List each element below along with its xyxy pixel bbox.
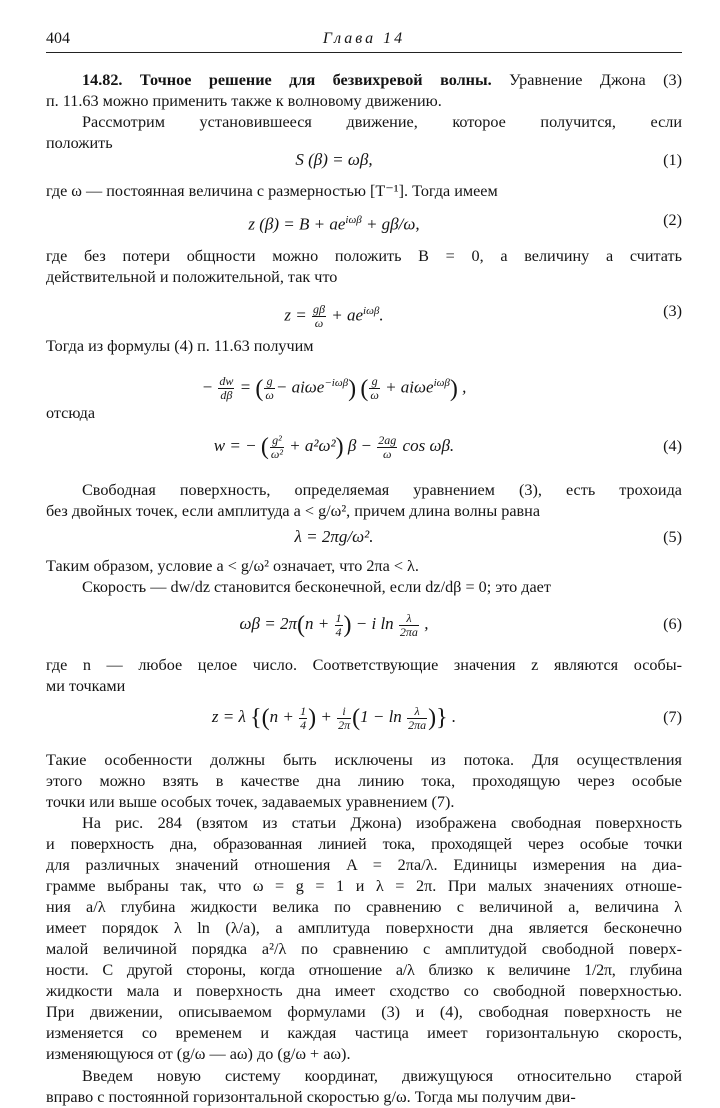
eqd-w1: ω xyxy=(265,388,274,403)
eq7-d2: 2π xyxy=(338,717,351,732)
eq3-tail: . xyxy=(379,305,384,325)
eq4-frac-1 xyxy=(270,434,284,461)
equation-4 xyxy=(46,431,682,461)
p2-line: где ω — постоянная величина с размерностью [T⁻¹]. Тогда имеем xyxy=(46,182,498,200)
eq7-frac-1 xyxy=(299,705,307,732)
running-head: Глава 14 xyxy=(322,30,406,47)
p10-line: точки или выше особых точек, задаваемых уравнением (7). xyxy=(46,793,455,811)
eq3-lhs: z = xyxy=(284,305,311,325)
eq6-n2: λ xyxy=(399,612,419,626)
eq4-d1: ω² xyxy=(270,446,283,461)
paragraph-7 xyxy=(46,556,682,598)
eqd-frac-g1 xyxy=(264,375,274,402)
eq3-num: gβ xyxy=(313,302,325,317)
p11-line: изменяется со временем и каждая частица имеет горизонтальную скорость, xyxy=(46,1024,682,1042)
eq2-text: z (β) = B + ae xyxy=(248,214,346,234)
eq4-number: (4) xyxy=(663,437,682,455)
paragraph-10 xyxy=(46,750,682,813)
p11-line: грамме выбраны так, что ω = g = 1 и λ = 2π. При малых значениях отноше- xyxy=(46,877,682,895)
eqd-g2: g xyxy=(369,375,379,389)
equation-3 xyxy=(46,296,682,331)
p1-line-2: положить xyxy=(46,134,113,152)
eq7-formula: z = λ {(n + $\frac{1}{4}$ ) + $\frac{i}{2\pi}$ (1 − ln $\frac{\lambda}{2\pi a}$ )} . xyxy=(211,703,457,732)
eq5-number: (5) xyxy=(663,528,682,546)
p6-line-1: Свободная поверхность, определяемая уравнением (3), есть трохоида xyxy=(82,481,682,499)
eq6-n1: 1 xyxy=(335,610,342,625)
eq4-lhs: w = − xyxy=(213,436,257,455)
equation-6 xyxy=(46,609,682,639)
eq1-number: (1) xyxy=(663,151,682,169)
eq7-n2: i xyxy=(337,705,351,719)
paragraph-11 xyxy=(46,813,682,1065)
eq4-d2: ω xyxy=(383,446,392,461)
paragraph-9 xyxy=(46,655,682,697)
eq7-tail: . xyxy=(447,707,457,726)
paragraph-12 xyxy=(46,1066,682,1108)
p1-line-1: Рассмотрим установившееся движение, которое получится, если xyxy=(82,113,682,131)
eqd-g1: g xyxy=(264,375,274,389)
equation-7 xyxy=(46,702,682,732)
eqd-w2: ω xyxy=(370,388,379,403)
eq6-lhs: ωβ = 2π xyxy=(239,614,298,633)
eq6-d2: 2πa xyxy=(399,624,418,639)
eqd-num: dw xyxy=(219,374,234,389)
page-header xyxy=(46,30,682,53)
p4-line: Тогда из формулы (4) п. 11.63 получим xyxy=(46,337,314,355)
equation-2 xyxy=(46,205,682,235)
p11-line: для различных значений отношения A = 2πa/λ. Единицы измерения на диа- xyxy=(46,856,682,874)
eq7-lhs: z = λ xyxy=(211,707,251,726)
eq2-tail: + gβ/ω, xyxy=(361,214,420,234)
page-number: 404 xyxy=(46,30,70,47)
eq6-frac-2 xyxy=(399,612,419,639)
eq2-number: (2) xyxy=(663,211,682,229)
eqd-mid2: + aiωe xyxy=(380,377,434,397)
equation-1 xyxy=(46,145,682,175)
p12-line: вправо с постоянной горизонтальной скоростью g/ω. Тогда мы получим дви- xyxy=(46,1088,576,1106)
eq6-tail: , xyxy=(419,614,429,633)
eq6-frac-1 xyxy=(335,612,343,639)
section-intro xyxy=(46,70,682,112)
eq4-n1: g² xyxy=(270,434,284,448)
p9-line-2: ми точками xyxy=(46,677,126,695)
eq7-inner: n + xyxy=(269,707,299,726)
eqd-sup1: −iωβ xyxy=(324,377,349,389)
eq6-formula: ωβ = 2π(n + $\frac{1}{4}$ ) − i ln $\frac{\lambda}{2\pi a}$ , xyxy=(239,610,429,639)
p3-line-2: действительной и положительной, так что xyxy=(46,268,338,286)
p11-line: При движении, описываемом формулами (3) и (4), свободная поверхность не xyxy=(46,1003,682,1021)
equation-derivative xyxy=(46,368,682,403)
p12-line: Введем новую систему координат, движущуюся относительно старой xyxy=(82,1067,682,1085)
section-title: 14.82. Точное решение для безвихревой волны. xyxy=(82,71,492,89)
eqd-frac-g2 xyxy=(369,375,379,402)
paragraph-3 xyxy=(46,246,682,288)
paragraph-2 xyxy=(46,181,682,202)
p3-line-1: где без потери общности можно положить B = 0, а величину a считать xyxy=(46,247,682,265)
eq4-n2: 2ag xyxy=(378,432,397,447)
p10-line: Такие особенности должны быть исключены из потока. Для осуществления xyxy=(46,751,682,769)
eqd-frac xyxy=(218,375,234,402)
eq7-n1: 1 xyxy=(300,703,307,718)
p11-line: ности. С другой стороны, когда отношение a/λ близко к величине 1/2π, глубина xyxy=(46,961,682,979)
eq3-den: ω xyxy=(314,316,324,331)
p11-line: имеет порядок λ ln (λ/a), а амплитуда поверхности дна является бесконечно xyxy=(46,919,682,937)
eq4-rest: β − xyxy=(343,436,377,455)
eq3-formula xyxy=(46,296,622,331)
p7-line: Таким образом, условие a < g/ω² означает, что 2πa < λ. xyxy=(46,557,419,575)
eq4-tail: cos ωβ. xyxy=(398,436,455,455)
p11-line: ния a/λ глубина жидкости велика по сравнению с величиной a, величина λ xyxy=(46,898,682,916)
paragraph-6 xyxy=(46,480,682,522)
p11-line: и поверхность дна, образованная линией тока, проходящей через особые точки xyxy=(46,835,682,853)
eq1-formula: S (β) = ωβ, xyxy=(295,150,373,169)
eq3-number: (3) xyxy=(663,302,682,320)
eq7-number: (7) xyxy=(663,708,682,726)
eq4-frac-2 xyxy=(377,434,397,461)
p11-line: малой величиной порядка a²/λ по сравнению с амплитудой свободной поверх- xyxy=(46,940,682,958)
intro-line-2: п. 11.63 можно применить также к волновому движению. xyxy=(46,92,442,110)
eqd-formula: − $\frac{dw}{d\beta}$ = ( $\frac{g}{\omega}$ − aiωe$^{-i\omega\beta}$) ( $\frac{g}{\omega}$ + aiωe$^{i\omega\beta}$) , xyxy=(201,374,467,403)
intro-line-1 xyxy=(46,70,682,91)
eq6-rest: − i ln xyxy=(351,614,398,633)
eq6-inner: n + xyxy=(305,614,334,633)
eq7-inner2: 1 − ln xyxy=(360,707,407,726)
p5-line: отсюда xyxy=(46,404,96,422)
eqd-den: dβ xyxy=(220,388,233,403)
paragraph-4 xyxy=(46,336,682,357)
eq7-d1: 4 xyxy=(300,717,307,732)
eq6-d1: 4 xyxy=(335,624,342,639)
eq7-n3: λ xyxy=(407,705,427,719)
eqd-lhs: − xyxy=(201,377,218,397)
p9-line-1: где n — любое целое число. Соответствующие значения z являются особы- xyxy=(46,656,682,674)
intro-rest: Уравнение Джона (3) xyxy=(491,71,682,89)
eq2-formula xyxy=(46,205,622,240)
p8-line: Скорость — dw/dz становится бесконечной, если dz/dβ = 0; это дает xyxy=(82,578,551,596)
eq3-frac xyxy=(312,303,326,330)
equation-5 xyxy=(46,522,682,552)
eq2-sup: iωβ xyxy=(345,214,362,226)
eq4-mid: + a²ω² xyxy=(284,436,336,455)
eqd-sup2: iωβ xyxy=(433,377,450,389)
p6-line-2: без двойных точек, если амплитуда a < g/ω², причем длина волны равна xyxy=(46,502,541,520)
eqd-mid1: − aiωe xyxy=(275,377,325,397)
eq7-frac-3 xyxy=(407,705,427,732)
eq7-d3: 2πa xyxy=(408,717,427,732)
eq3-sup: iωβ xyxy=(363,305,380,317)
p11-line: На рис. 284 (взятом из статьи Джона) изображена свободная поверхность xyxy=(82,814,682,832)
p11-line: изменяющуюся от (g/ω — aω) до (g/ω + aω). xyxy=(46,1045,351,1063)
p11-line: жидкости мала и поверхность дна имеет сходство со свободной поверхностью. xyxy=(46,982,682,1000)
eq5-formula: λ = 2πg/ω². xyxy=(294,527,374,546)
eq4-formula: w = − ( $\frac{\text{g²}}{\text{ω²}}$ + a²ω²) β − $\frac{2ag}{\omega}$ cos ωβ. xyxy=(213,432,455,461)
eq3-rest: + ae xyxy=(326,305,364,325)
paragraph-5 xyxy=(46,403,682,424)
eq6-number: (6) xyxy=(663,615,682,633)
p10-line: этого можно взять в качестве дна линию тока, проходящую через особые xyxy=(46,772,682,790)
eq7-frac-2 xyxy=(337,705,351,732)
